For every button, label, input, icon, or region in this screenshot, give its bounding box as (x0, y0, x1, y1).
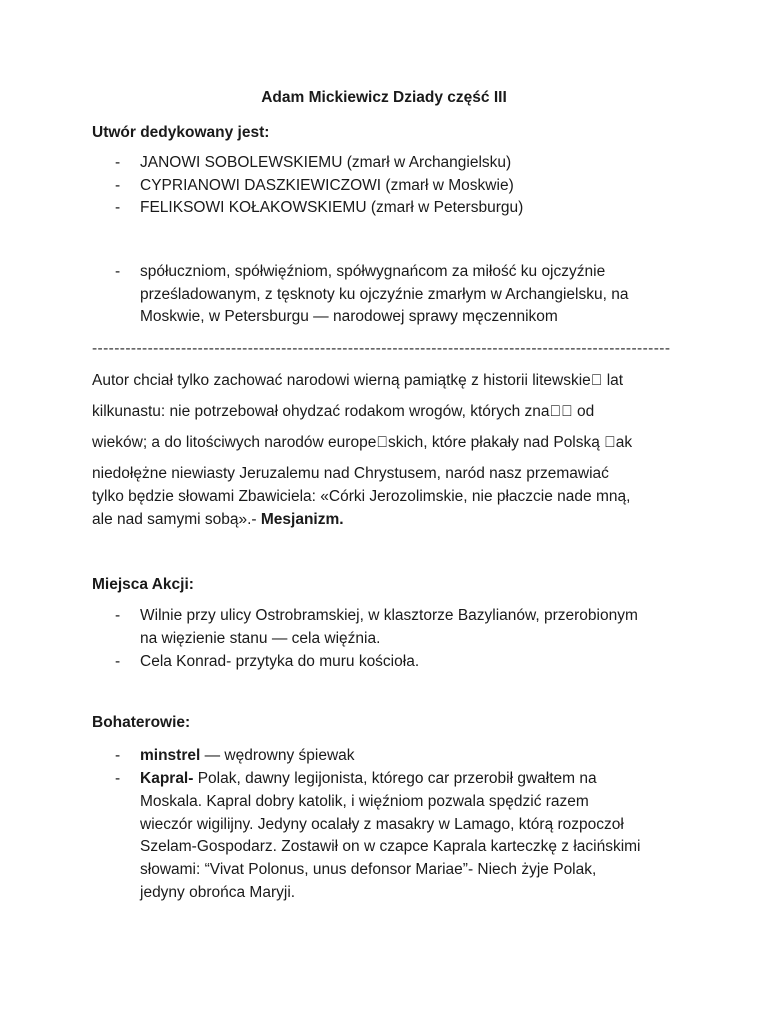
dedication-tail-line: spółuczniom, spółwięźniom, spółwygnańcom za miłość ku ojczyźnie (140, 263, 606, 280)
heroes-heading: Bohaterowie: (92, 714, 191, 731)
paragraph-line: wieków; a do litościwych narodów europe⃝skich, które płakały nad Polską ⃝ak (92, 434, 633, 451)
bullet-dash: - (115, 199, 121, 216)
bullet-dash: - (115, 653, 121, 670)
page-title: Adam Mickiewicz Dziady część III (261, 89, 507, 106)
place-item-line: Cela Konrad- przytyka do muru kościoła. (140, 653, 420, 670)
hero-desc-line: Moskala. Kapral dobry katolik, i więźniom pozwala spędzić razem (140, 793, 589, 810)
dedication-item: CYPRIANOWI DASZKIEWICZOWI (zmarł w Moskwie) (140, 177, 514, 194)
place-item-line: na więzienie stanu — cela więźnia. (140, 630, 381, 647)
dedication-item: JANOWI SOBOLEWSKIEMU (zmarł w Archangielsku) (140, 154, 512, 171)
separator-line: -------------------------------------------------------------------------------------------------------- (92, 340, 671, 357)
bullet-dash: - (115, 177, 121, 194)
dedication-heading: Utwór dedykowany jest: (92, 124, 270, 141)
bullet-dash: - (115, 263, 121, 280)
paragraph-line: kilkunastu: nie potrzebował ohydzać rodakom wrogów, których zna⃝⃝ od (92, 403, 595, 420)
hero-item (140, 747, 355, 765)
dedication-tail-line: Moskwie, w Petersburgu — narodowej sprawy męczennikom (140, 308, 558, 325)
paragraph-line: niedołężne niewiasty Jeruzalemu nad Chrystusem, naród nasz przemawiać (92, 465, 609, 482)
bullet-dash: - (115, 770, 121, 787)
paragraph-line: tylko będzie słowami Zbawiciela: «Córki Jerozolimskie, nie płaczcie nade mną, (92, 488, 631, 505)
dedication-item: FELIKSOWI KOŁAKOWSKIEMU (zmarł w Petersburgu) (140, 199, 524, 216)
hero-name: minstrel (140, 747, 201, 764)
hero-desc: — wędrowny śpiewak (200, 747, 355, 764)
bullet-dash: - (115, 747, 121, 764)
hero-item (140, 770, 597, 788)
paragraph-text: ale nad samymi sobą».- (92, 511, 261, 528)
paragraph-line: Autor chciał tylko zachować narodowi wierną pamiątkę z historii litewskie⃝ lat (92, 372, 624, 389)
hero-desc-line: wieczór wigilijny. Jedyny ocalały z masakry w Lamago, którą rozpoczoł (140, 816, 624, 833)
hero-desc-line: Szelam-Gospodarz. Zostawił on w czapce Kaprala karteczkę z łacińskimi (140, 838, 641, 855)
bullet-dash: - (115, 154, 121, 171)
bullet-dash: - (115, 607, 121, 624)
messianism-term: Mesjanizm. (260, 511, 344, 528)
paragraph-line (92, 511, 344, 529)
hero-desc-line: słowami: “Vivat Polonus, unus defonsor Mariae”- Niech żyje Polak, (140, 861, 597, 878)
hero-name: Kapral- (140, 770, 194, 787)
hero-desc: Polak, dawny legijonista, którego car przerobił gwałtem na (193, 770, 597, 787)
place-item-line: Wilnie przy ulicy Ostrobramskiej, w klasztorze Bazylianów, przerobionym (140, 607, 638, 624)
places-heading: Miejsca Akcji: (92, 576, 194, 593)
hero-desc-line: jedyny obrońca Maryji. (140, 884, 296, 901)
dedication-tail-line: prześladowanym, z tęsknoty ku ojczyźnie zmarłym w Archangielsku, na (140, 286, 629, 303)
